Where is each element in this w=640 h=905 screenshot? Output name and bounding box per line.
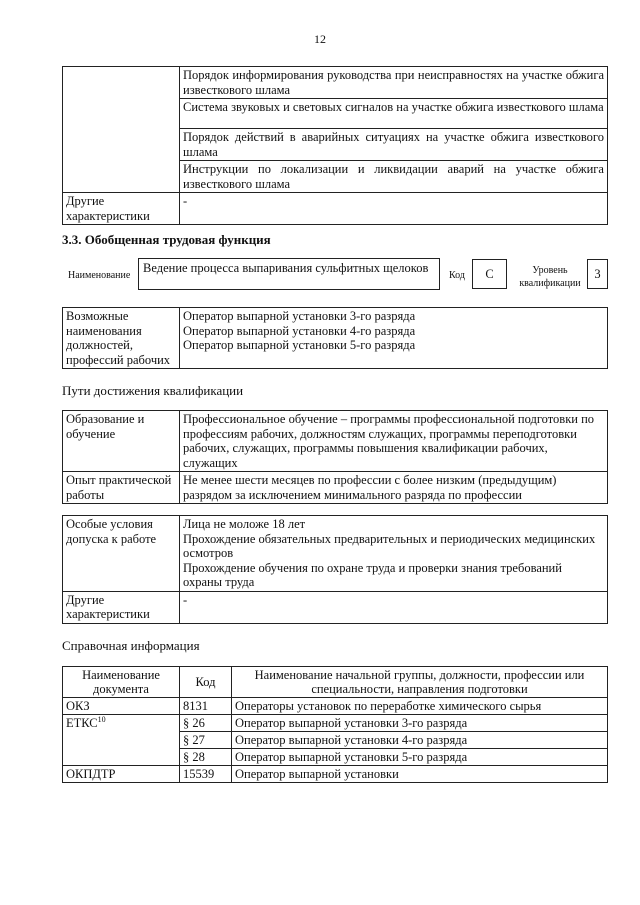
empty-label-cell <box>63 67 180 193</box>
education-label: Образование и обучение <box>63 411 180 472</box>
table-row <box>63 591 608 623</box>
knowledge-table <box>62 66 608 225</box>
education-value: Профессиональное обучение – программы профессиональной подготовки по профессиям рабочих, должностям служащих, программы переподготовки рабочих, служащих, программы повышения квалификации рабочих, служащих <box>180 411 608 472</box>
code-cell: 15539 <box>180 766 232 783</box>
header-document: Наименование документа <box>63 667 180 698</box>
name-cell: Оператор выпарной установки <box>232 766 608 783</box>
knowledge-item: Порядок информирования руководства при неисправностях на участке обжига известкового шлама <box>180 67 608 99</box>
qualification-table <box>62 410 608 504</box>
experience-value: Не менее шести месяцев по профессии с более низким (предыдущим) разрядом за исключением минимального разряда по профессии <box>180 472 608 504</box>
conditions-label: Особые условия допуска к работе <box>63 516 180 592</box>
condition-item: Прохождение обучения по охране труда и проверки знания требований охраны труда <box>183 560 562 589</box>
table-row <box>63 411 608 472</box>
section-heading: 3.3. Обобщенная трудовая функция <box>62 232 271 247</box>
position-item: Оператор выпарной установки 4-го разряда <box>183 323 416 338</box>
reference-table <box>62 666 608 783</box>
other-characteristics-value: - <box>180 591 608 623</box>
header-name: Наименование начальной группы, должности, профессии или специальности, направления подготовки <box>232 667 608 698</box>
table-header-row <box>63 667 608 698</box>
paths-heading: Пути достижения квалификации <box>62 383 244 398</box>
reference-heading: Справочная информация <box>62 638 200 653</box>
code-cell: § 28 <box>180 749 232 766</box>
doc-cell: ОКПДТР <box>63 766 180 783</box>
positions-label: Возможные наименования должностей, профессий рабочих <box>63 308 180 369</box>
other-characteristics-value: - <box>180 193 608 225</box>
table-row <box>63 698 608 715</box>
experience-label: Опыт практической работы <box>63 472 180 504</box>
table-row <box>63 472 608 504</box>
code-label: Код <box>449 270 465 281</box>
condition-item: Прохождение обязательных предварительных и периодических медицинских осмотров <box>183 531 596 560</box>
level-label: Уровень квалификации <box>519 265 581 289</box>
code-value-box: С <box>472 259 507 289</box>
knowledge-item: Система звуковых и световых сигналов на участке обжига известкового шлама <box>180 99 608 129</box>
code-cell: § 27 <box>180 732 232 749</box>
doc-cell <box>63 715 180 766</box>
positions-table <box>62 307 608 369</box>
knowledge-item: Порядок действий в аварийных ситуациях на участке обжига известкового шлама <box>180 129 608 161</box>
name-cell: Оператор выпарной установки 5-го разряда <box>232 749 608 766</box>
other-characteristics-label: Другие характеристики <box>63 193 180 225</box>
condition-item: Лица не моложе 18 лет <box>183 517 306 531</box>
function-name-box: Ведение процесса выпаривания сульфитных щелоков <box>138 258 440 290</box>
name-cell: Оператор выпарной установки 4-го разряда <box>232 732 608 749</box>
table-row <box>63 308 608 369</box>
other-characteristics-label: Другие характеристики <box>63 591 180 623</box>
page-number: 12 <box>314 32 326 46</box>
code-cell: 8131 <box>180 698 232 715</box>
table-row <box>63 715 608 732</box>
table-row <box>63 766 608 783</box>
name-label: Наименование <box>68 270 131 281</box>
level-value-box: 3 <box>587 259 608 289</box>
code-cell: § 26 <box>180 715 232 732</box>
header-code: Код <box>180 667 232 698</box>
name-cell: Оператор выпарной установки 3-го разряда <box>232 715 608 732</box>
position-item: Оператор выпарной установки 3-го разряда <box>183 309 416 323</box>
table-row <box>63 67 608 99</box>
position-item: Оператор выпарной установки 5-го разряда <box>183 338 416 352</box>
positions-list <box>180 308 608 369</box>
conditions-table <box>62 515 608 624</box>
knowledge-item: Инструкции по локализации и ликвидации аварий на участке обжига известкового шлама <box>180 161 608 193</box>
table-row <box>63 516 608 592</box>
doc-cell: ОКЗ <box>63 698 180 715</box>
table-row <box>63 193 608 225</box>
conditions-list <box>180 516 608 592</box>
name-cell: Операторы установок по переработке химического сырья <box>232 698 608 715</box>
footnote-marker: 10 <box>97 714 106 724</box>
etks-doc: ЕТКС <box>66 716 98 730</box>
